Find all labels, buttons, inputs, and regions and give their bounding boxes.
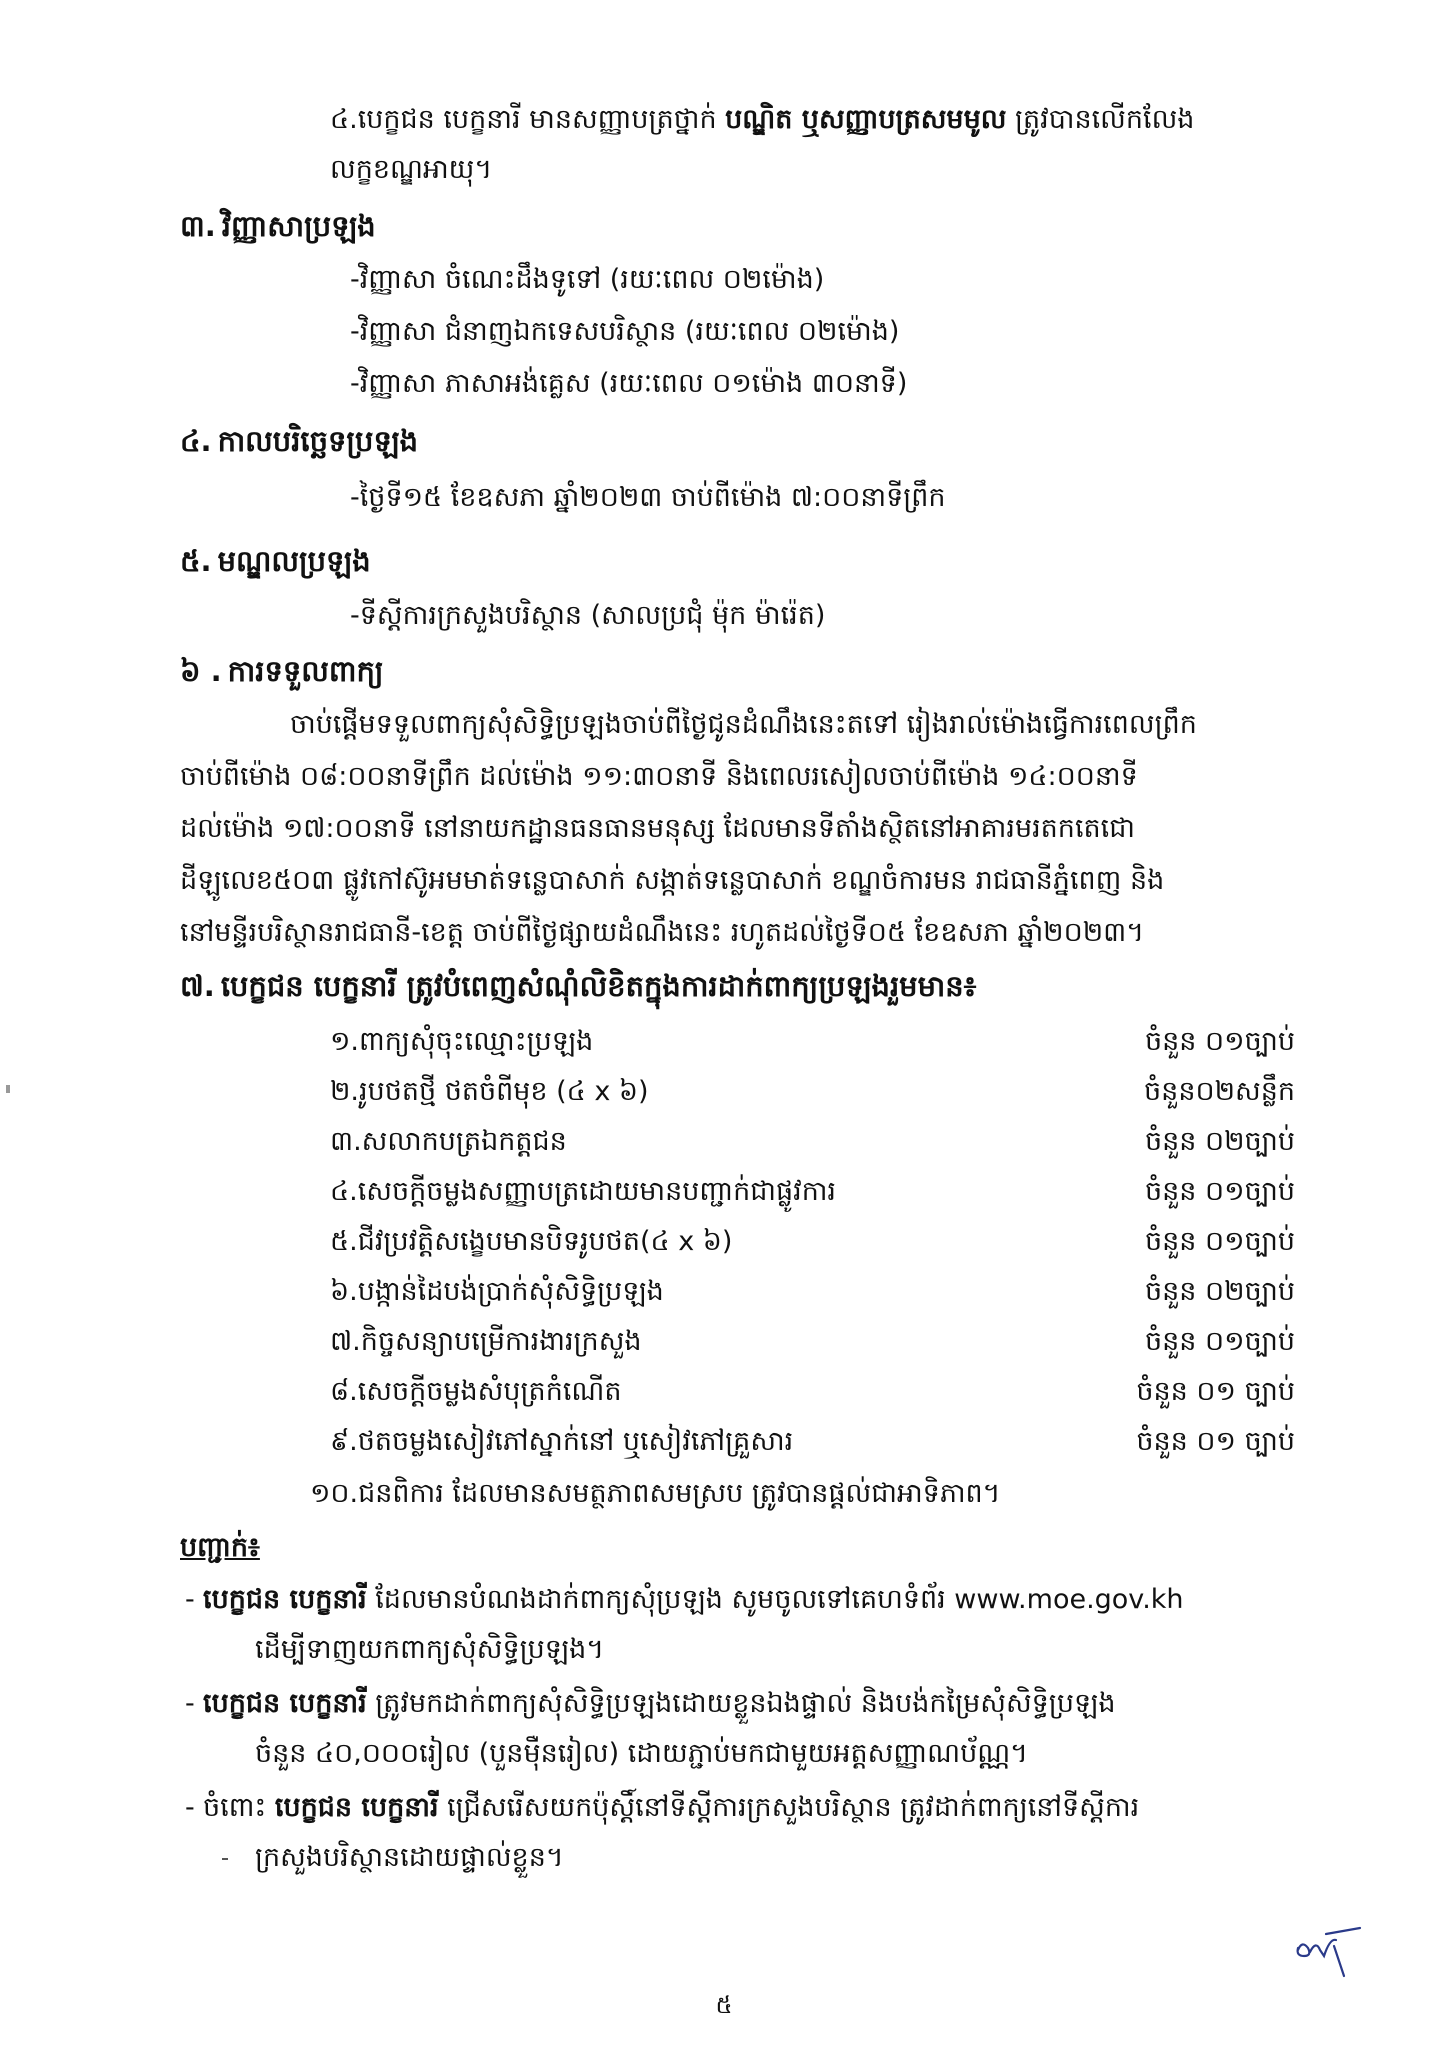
exam-subject-1: -វិញ្ញាសា ចំណេះដឹងទូទៅ (រយៈពេល ០២ម៉ោង): [350, 264, 825, 295]
section-6-heading: [180, 650, 384, 692]
dash-bullet: -: [185, 1688, 195, 1719]
document-label: ៦.បង្កាន់ដៃបង់ប្រាក់សុំសិទ្ធិប្រឡង: [330, 1276, 664, 1307]
notes-heading: បញ្ជាក់៖: [180, 1532, 260, 1563]
note-3-text: ជ្រើសរើសយកប៉ុស្តិ៍នៅទីស្តីការក្រសួងបរិស្ថាន ត្រូវដាក់ពាក្យនៅទីស្តីការ: [438, 1792, 1140, 1823]
item-4-line1: [330, 100, 1194, 140]
document-label: ១.ពាក្យសុំចុះឈ្មោះប្រឡង: [330, 1026, 594, 1057]
section-5-title: មណ្ឌលប្រឡង: [217, 544, 371, 578]
section-7-number: ៧.: [180, 969, 215, 1003]
note-3: [185, 1788, 1139, 1828]
application-paragraph-line: ចាប់ពីម៉ោង ០៨:០០នាទីព្រឹក ដល់ម៉ោង ១១:៣០នាទី និងពេលរសៀលចាប់ពីម៉ោង ១៤:០០នាទី: [180, 761, 1138, 792]
document-quantity: ចំនួន ០១ ច្បាប់: [1136, 1426, 1295, 1457]
note-1-text: ដែលមានបំណងដាក់ពាក្យសុំប្រឡង សូមចូលទៅគេហទំព័រ www.moe.gov.kh: [366, 1584, 1184, 1615]
document-list-item-10: ១០.ជនពិការ ដែលមានសមត្ថភាពសមស្រប ត្រូវបានផ្តល់ជាអាទិភាព។: [310, 1478, 1001, 1509]
note-1-bold: បេក្ខជន បេក្ខនារី: [203, 1584, 367, 1615]
document-quantity: ចំនួន ០១ច្បាប់: [1144, 1176, 1295, 1207]
section-3-number: ៣.: [180, 209, 216, 243]
note-3-continuation: ក្រសួងបរិស្ថានដោយផ្ទាល់ខ្លួន។: [255, 1842, 564, 1873]
exam-subject-2: -វិញ្ញាសា ជំនាញឯកទេសបរិស្ថាន (រយៈពេល ០២ម៉ោង): [350, 316, 900, 347]
item-4-prefix: ៤.បេក្ខជន បេក្ខនារី មានសញ្ញាបត្រថ្នាក់: [330, 104, 726, 135]
document-list-item: [330, 1022, 1295, 1062]
document-list-item: [330, 1222, 1295, 1262]
note-2-continuation: ចំនួន ៤០,០០០រៀល (បួនម៉ឺនរៀល) ដោយភ្ជាប់មកជាមួយអត្តសញ្ញាណប័ណ្ណ។: [255, 1738, 1028, 1769]
document-quantity: ចំនួន ០១ច្បាប់: [1144, 1026, 1295, 1057]
section-5-number: ៥.: [180, 544, 212, 578]
section-4-title: កាលបរិច្ឆេទប្រឡង: [217, 424, 419, 458]
document-label: ៧.កិច្ចសន្យាបម្រើការងារក្រសួង: [330, 1326, 642, 1357]
note-2-text: ត្រូវមកដាក់ពាក្យសុំសិទ្ធិប្រឡងដោយខ្លួនឯងផ្ទាល់ និងបង់កម្រៃសុំសិទ្ធិប្រឡង: [366, 1688, 1116, 1719]
document-label: ៤.សេចក្តីចម្លងសញ្ញាបត្រដោយមានបញ្ជាក់ជាផ្លូវការ: [330, 1176, 836, 1207]
exam-subject-3: -វិញ្ញាសា ភាសាអង់គ្លេស (រយៈពេល ០១ម៉ោង ៣០នាទី): [350, 368, 908, 399]
document-quantity: ចំនួន ០២ច្បាប់: [1144, 1126, 1295, 1157]
document-label: ៥.ជីវប្រវត្តិសង្ខេបមានបិទរូបថត(៤ x ៦): [330, 1226, 733, 1257]
exam-date: -ថ្ងៃទី១៥ ខែឧសភា ឆ្នាំ២០២៣ ចាប់ពីម៉ោង ៧:០០នាទីព្រឹក: [350, 482, 946, 513]
document-label: ៩.ថតចម្លងសៀវភៅស្នាក់នៅ ឬសៀវភៅគ្រួសារ: [330, 1426, 794, 1457]
note-2-bold: បេក្ខជន បេក្ខនារី: [203, 1688, 367, 1719]
handwritten-initials-signature: [1290, 1920, 1370, 1980]
document-list-item: [330, 1372, 1295, 1412]
application-paragraph-line: នៅមន្ទីរបរិស្ថានរាជធានី-ខេត្ត ចាប់ពីថ្ងៃផ្សាយដំណឹងនេះ រហូតដល់ថ្ងៃទី០៥ ខែឧសភា ឆ្នាំ២០២៣។: [180, 917, 1145, 948]
item-4-line2: លក្ខខណ្ឌអាយុ។: [330, 154, 493, 185]
item-4-suffix: ត្រូវបានលើកលែង: [1006, 104, 1195, 135]
document-quantity: ចំនួន ០១ ច្បាប់: [1136, 1376, 1295, 1407]
section-6-title: ការទទួលពាក្យ: [227, 654, 384, 688]
document-quantity: ចំនួន ០១ច្បាប់: [1144, 1226, 1295, 1257]
section-4-heading: [180, 420, 418, 462]
section-6-number: ៦ .: [180, 654, 222, 688]
document-list-item: [330, 1122, 1295, 1162]
scan-mark: [222, 1858, 228, 1860]
section-4-number: ៤.: [180, 424, 212, 458]
note-1-continuation: ដើម្បីទាញយកពាក្យសុំសិទ្ធិប្រឡង។: [255, 1634, 605, 1665]
exam-venue: -ទីស្តីការក្រសួងបរិស្ថាន (សាលប្រជុំ ម៉ុក ម៉ារ៉េត): [350, 600, 826, 631]
section-7-heading: [180, 965, 976, 1007]
page-number: ៥: [715, 1991, 733, 2019]
section-7-title: បេក្ខជន បេក្ខនារី ត្រូវបំពេញសំណុំលិខិតក្នុងការដាក់ពាក្យប្រឡងរួមមាន៖: [220, 969, 977, 1003]
note-3-pre: ចំពោះ: [203, 1792, 275, 1823]
document-label: ២.រូបថតថ្មី ថតចំពីមុខ (៤ x ៦): [330, 1076, 649, 1107]
document-list-item: [330, 1072, 1295, 1112]
dash-bullet: -: [185, 1792, 195, 1823]
document-label: ៨.សេចក្តីចម្លងសំបុត្រកំណើត: [330, 1376, 622, 1407]
note-2: [185, 1684, 1116, 1724]
section-3-heading: [180, 205, 376, 247]
document-list-item: [330, 1322, 1295, 1362]
document-quantity: ចំនួន ០២ច្បាប់: [1144, 1276, 1295, 1307]
scan-mark: [6, 1085, 10, 1093]
section-3-title: វិញ្ញាសាប្រឡង: [221, 209, 376, 243]
document-quantity: ចំនួន ០១ច្បាប់: [1144, 1326, 1295, 1357]
document-list-item: [330, 1272, 1295, 1312]
document-list-item: [330, 1172, 1295, 1212]
application-paragraph-line: ចាប់ផ្តើមទទួលពាក្យសុំសិទ្ធិប្រឡងចាប់ពីថ្ងៃជូនដំណឹងនេះតទៅ រៀងរាល់ម៉ោងធ្វើការពេលព្រឹក: [290, 709, 1197, 740]
item-4-bold: បណ្ឌិត ឬសញ្ញាបត្រសមមូល: [725, 104, 1007, 135]
section-5-heading: [180, 540, 371, 582]
application-paragraph-line: ដីឡូលេខ៥០៣ ផ្លូវកៅស៊ូអមមាត់ទន្លេបាសាក់ សង្កាត់ទន្លេបាសាក់ ខណ្ឌចំការមន រាជធានីភ្នំពេញ និង: [180, 865, 1165, 896]
application-paragraph-line: ដល់ម៉ោង ១៧:០០នាទី នៅនាយកដ្ឋានធនធានមនុស្ស ដែលមានទីតាំងស្ថិតនៅអាគារមរតកតេជោ: [180, 813, 1135, 844]
document-list-item: [330, 1422, 1295, 1462]
note-3-bold: បេក្ខជន បេក្ខនារី: [274, 1792, 439, 1823]
document-quantity: ចំនួន០២សន្លឹក: [1144, 1076, 1295, 1107]
note-1: [185, 1580, 1184, 1620]
document-label: ៣.សលាកបត្រឯកត្តជន: [330, 1126, 567, 1157]
dash-bullet: -: [185, 1584, 195, 1615]
